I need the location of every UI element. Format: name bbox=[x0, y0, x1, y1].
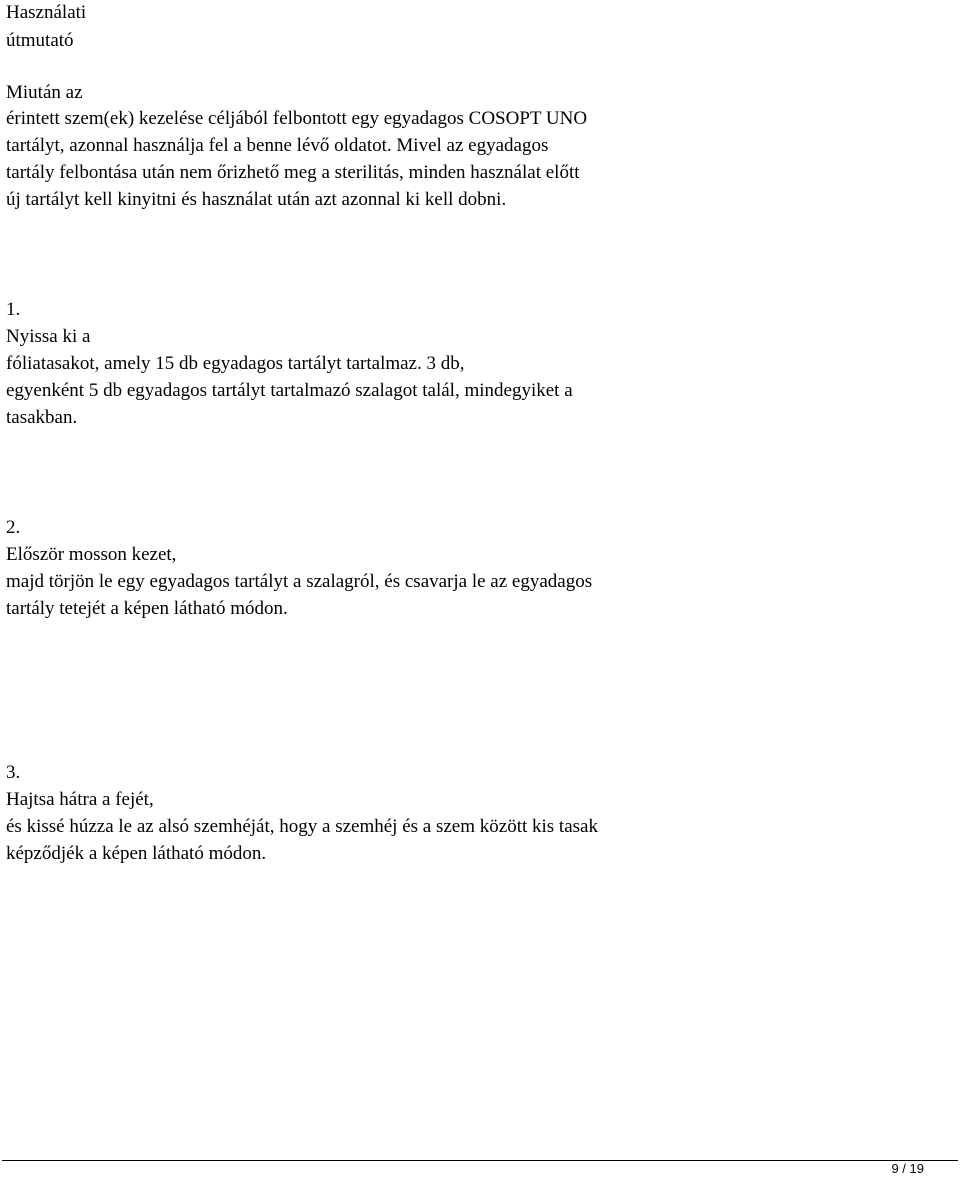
intro-line: új tartályt kell kinyitni és használat után azt azonnal ki kell dobni. bbox=[6, 189, 507, 210]
intro-line: Miután az bbox=[6, 82, 83, 103]
step-text-line: tasakban. bbox=[6, 407, 78, 428]
step-text-line: majd törjön le egy egyadagos tartályt a szalagról, és csavarja le az egyadagos bbox=[6, 571, 593, 592]
step-text-line: tartály tetejét a képen látható módon. bbox=[6, 598, 288, 619]
intro-line: tartályt, azonnal használja fel a benne lévő oldatot. Mivel az egyadagos bbox=[6, 135, 549, 156]
page-number: 9 / 19 bbox=[891, 1161, 924, 1176]
step-number: 3. bbox=[6, 762, 21, 783]
title-line-1: Használati bbox=[6, 2, 87, 23]
step-text-line: és kissé húzza le az alsó szemhéját, hogy a szemhéj és a szem között kis tasak bbox=[6, 816, 598, 837]
intro-line: tartály felbontása után nem őrizhető meg a sterilitás, minden használat előtt bbox=[6, 162, 580, 183]
step-text-line: képződjék a képen látható módon. bbox=[6, 843, 267, 864]
step-text-line: Nyissa ki a bbox=[6, 326, 91, 347]
step-text-line: fóliatasakot, amely 15 db egyadagos tartályt tartalmaz. 3 db, bbox=[6, 353, 465, 374]
step-text-line: Hajtsa hátra a fejét, bbox=[6, 789, 154, 810]
intro-line: érintett szem(ek) kezelése céljából felbontott egy egyadagos COSOPT UNO bbox=[6, 108, 588, 129]
step-text-line: egyenként 5 db egyadagos tartályt tartalmazó szalagot talál, mindegyiket a bbox=[6, 380, 573, 401]
title-line-2: útmutató bbox=[6, 30, 74, 51]
step-text-line: Először mosson kezet, bbox=[6, 544, 177, 565]
footer-divider bbox=[2, 1160, 958, 1161]
step-number: 1. bbox=[6, 299, 21, 320]
step-number: 2. bbox=[6, 517, 21, 538]
